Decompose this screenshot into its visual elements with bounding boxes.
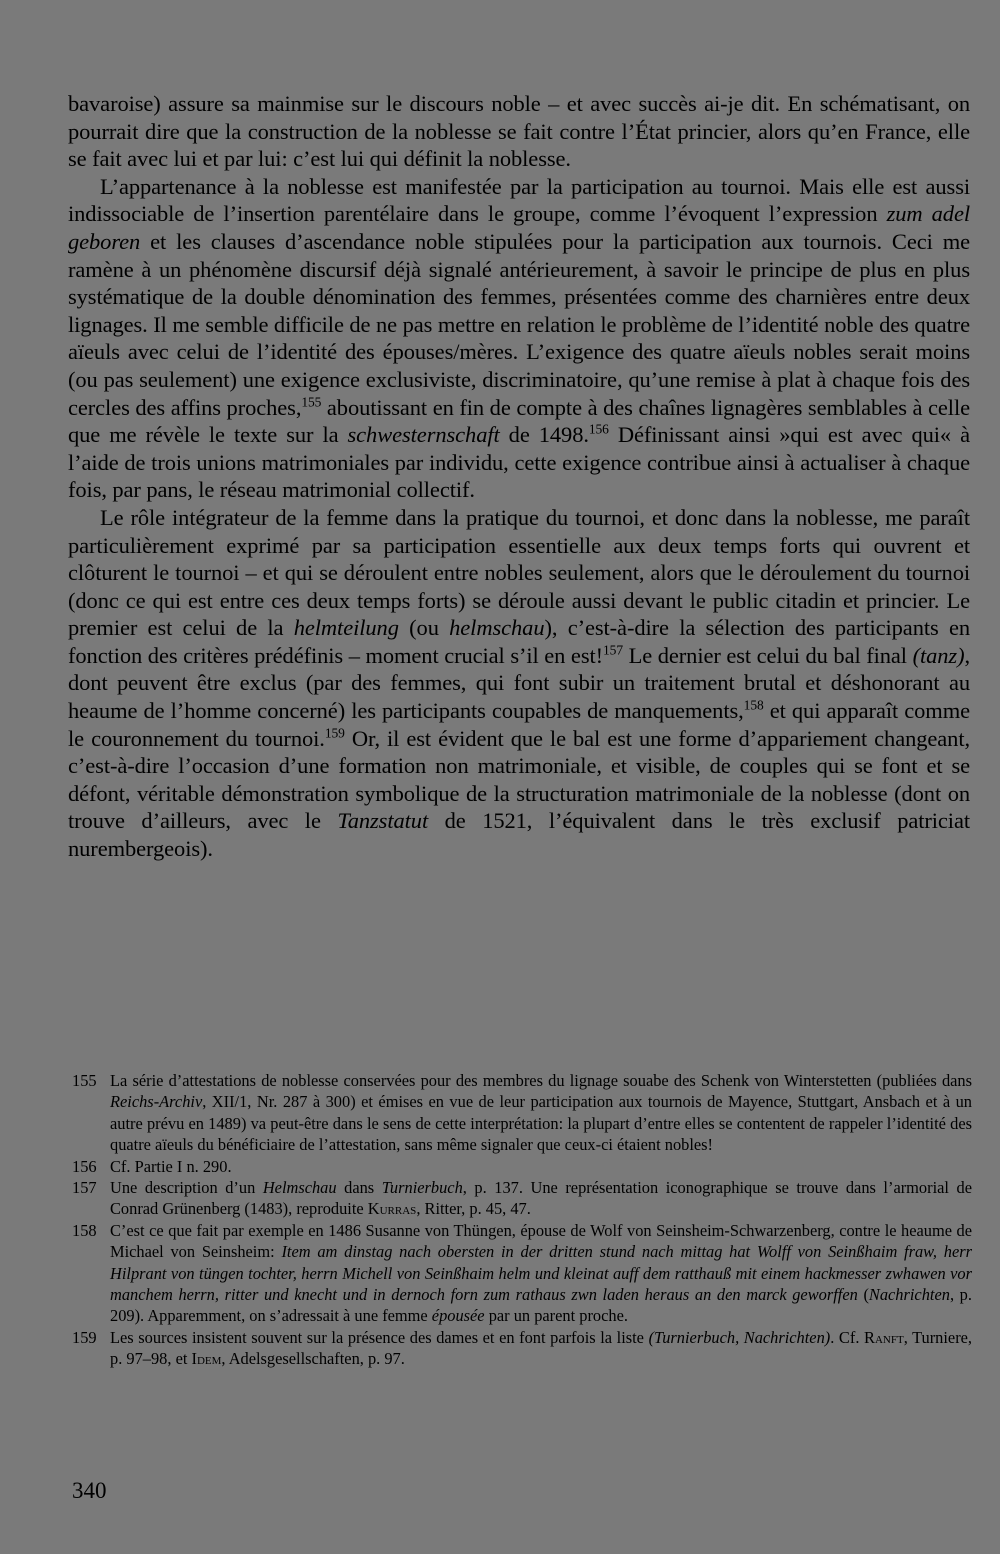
text-run: , XII/1, Nr. 287 à 300) et émises en vue de leur participation aux tournois de Mayence, Stuttgart, Ansbach et à un autre prévu en 1489) va peut-être dans le sens de cette interprétation: la plupart d’entre elles se contentent de rappeler l’identité des quatre aïeuls du bénéficiaire de l’attestation, sans même signaler que ceux-ci étaient nobles!	[110, 1092, 972, 1155]
italic-text: Item am dinstag nach obersten in der dritten stund nach mittag hat Wolff von Seinßhaim fraw, herr Hilprant von tüngen tochter, herrn Michell von Seinßhaim helm und kleinat auff dem ratthauß mit einem hackmesser zwhawen vor manchem herrn, ritter und knecht und in dernoch forn zum rathaus zwn laden heraus an den marck geworffen	[110, 1242, 972, 1305]
footnotes	[72, 1070, 972, 1370]
paragraph	[68, 504, 970, 863]
text-run: L’appartenance à la noblesse est manifestée par la participation au tournoi. Mais elle est aussi indissociable de l’insertion parentélaire dans le groupe, comme l’évoquent l’expression	[68, 173, 970, 227]
text-run: (	[857, 1285, 869, 1305]
text-run: , Adelsgesellschaften, p. 97.	[221, 1349, 405, 1369]
body-text	[68, 90, 970, 863]
italic-text: épousée	[431, 1306, 485, 1326]
text-run: Le rôle intégrateur de la femme dans la pratique du tournoi, et donc dans la noblesse, me paraît particulièrement exprimé par sa participation essentielle aux deux temps forts qui ouvrent et clôturent le tournoi – et qui se déroulent entre nobles seulement, alors que le déroulement du tournoi (donc ce qui est entre ces deux temps forts) se déroule aussi devant le public citadin et princier. Le premier est celui de la	[68, 504, 970, 641]
author-name: Kurras	[367, 1199, 417, 1219]
author-name: Idem	[191, 1349, 222, 1369]
footnote-ref: 159	[324, 725, 345, 741]
text-run: aboutissant en fin de compte à des chaînes lignagères semblables à celle que me révèle le texte sur la	[68, 394, 970, 448]
italic-text: Tanzstatut	[337, 808, 429, 834]
text-run: , dont peuvent être exclus (par des femmes, qui font subir un traitement brutal et déshonorant au heaume de l’homme concerné) les participants coupables de manquements,	[68, 642, 970, 724]
footnote-ref: 156	[588, 421, 609, 437]
footnote	[72, 1156, 972, 1177]
author-name: Ranft	[864, 1327, 904, 1347]
text-run: et les clauses d’ascendance noble stipulées pour la participation aux tournois. Ceci me ramène à un phénomène discursif déjà signalé antérieurement, à savoir le principe de plus en plus systématique de la double dénomination des femmes, présentées comme des charnières entre deux lignages. Il me semble difficile de ne pas mettre en relation le problème de l’identité noble des quatre aïeuls avec celui de l’identité des épouses/mères. L’exigence des quatre aïeuls nobles serait moins (ou pas seulement) une exigence exclusiviste, discriminatoire, qu’une remise à plat à chaque fois des cercles des affins proches,	[68, 228, 970, 420]
text-run: La série d’attestations de noblesse conservées pour des membres du lignage souabe des Schenk von Winterstetten (publiées dans	[110, 1071, 972, 1090]
text-run: Or, il est évident que le bal est une forme d’appariement changeant, c’est-à-dire l’occasion d’une formation non matrimoniale, et visible, de couples qui se font et se défont, véritable démonstration symbolique de la structuration matrimoniale de la noblesse (dont on trouve d’ailleurs, avec le	[68, 725, 970, 834]
footnote-number: 159	[72, 1327, 97, 1347]
italic-text: schwesternschaft	[347, 422, 500, 448]
text-run: Une description d’un	[110, 1178, 263, 1198]
paragraph	[68, 173, 970, 504]
italic-text: (Turnierbuch, Nachrichten)	[648, 1327, 831, 1347]
text-run: . Cf.	[830, 1327, 865, 1347]
text-run: C’est ce que fait par exemple en 1486 Susanne von Thüngen, épouse de Wolf von Seinsheim-Schwarzenberg, contre le heaume de Michael von Seinsheim:	[110, 1220, 972, 1262]
italic-text: Reichs-Archiv	[110, 1092, 203, 1112]
footnote-number: 155	[72, 1071, 97, 1090]
footnote-number: 157	[72, 1178, 97, 1198]
footnote-ref: 157	[603, 642, 623, 658]
paragraph	[68, 90, 970, 173]
text-run: bavaroise) assure sa mainmise sur le discours noble – et avec succès ai-je dit. En schématisant, on pourrait dire que la construction de la noblesse se fait contre l’État princier, alors qu’en France, elle se fait avec lui et par lui: c’est lui qui définit la noblesse.	[68, 91, 970, 172]
text-run: Définissant ainsi »qui est avec qui« à l’aide de trois unions matrimoniales par individu, cette exigence contribue ainsi à actualiser à chaque fois, par pans, le réseau matrimonial collectif.	[68, 422, 970, 503]
page-number: 340	[72, 1478, 107, 1503]
footnote	[72, 1327, 972, 1370]
text-run: Cf. Partie I n. 290.	[110, 1156, 232, 1176]
text-run: , p. 137. Une représentation iconographique se trouve dans l’armorial de Conrad Grünenberg (1483), reproduite	[110, 1178, 972, 1219]
text-run: , Ritter, p. 45, 47.	[416, 1199, 531, 1219]
italic-text: zum adel geboren	[68, 201, 970, 254]
text-run: Le dernier est celui du bal final	[622, 642, 913, 668]
footnote	[72, 1220, 972, 1327]
text-run: (ou	[398, 615, 450, 641]
footnote-number: 156	[72, 1156, 97, 1176]
footnote	[72, 1070, 972, 1156]
text-run: , p. 209). Apparemment, on s’adressait à une femme	[110, 1285, 972, 1326]
italic-text: Nachrichten	[868, 1285, 950, 1305]
italic-text: helmschau	[449, 615, 545, 641]
text-run: , Turniere, p. 97–98, et	[110, 1327, 973, 1369]
text-run: de 1521, l’équivalent dans le très exclusif patriciat nurembergeois).	[68, 808, 970, 862]
footnote	[72, 1177, 972, 1220]
italic-text: (tanz)	[912, 642, 965, 668]
text-run: ), c’est-à-dire la sélection des participants en fonction des critères prédéfinis – moment crucial s’il en est!	[68, 615, 970, 668]
text-run: dans	[336, 1178, 382, 1198]
footnote-number: 158	[72, 1220, 97, 1240]
text-run: de 1498.	[499, 422, 589, 448]
footnote-ref: 155	[301, 394, 322, 410]
text-run: par un parent proche.	[484, 1306, 628, 1326]
italic-text: Helmschau	[262, 1178, 337, 1198]
footnote-ref: 158	[743, 697, 764, 713]
italic-text: Turnierbuch	[381, 1178, 463, 1198]
italic-text: helmteilung	[293, 615, 399, 641]
text-run: et qui apparaît comme le couronnement du tournoi.	[68, 698, 970, 751]
text-run: Les sources insistent souvent sur la présence des dames et en font parfois la liste	[110, 1327, 649, 1347]
